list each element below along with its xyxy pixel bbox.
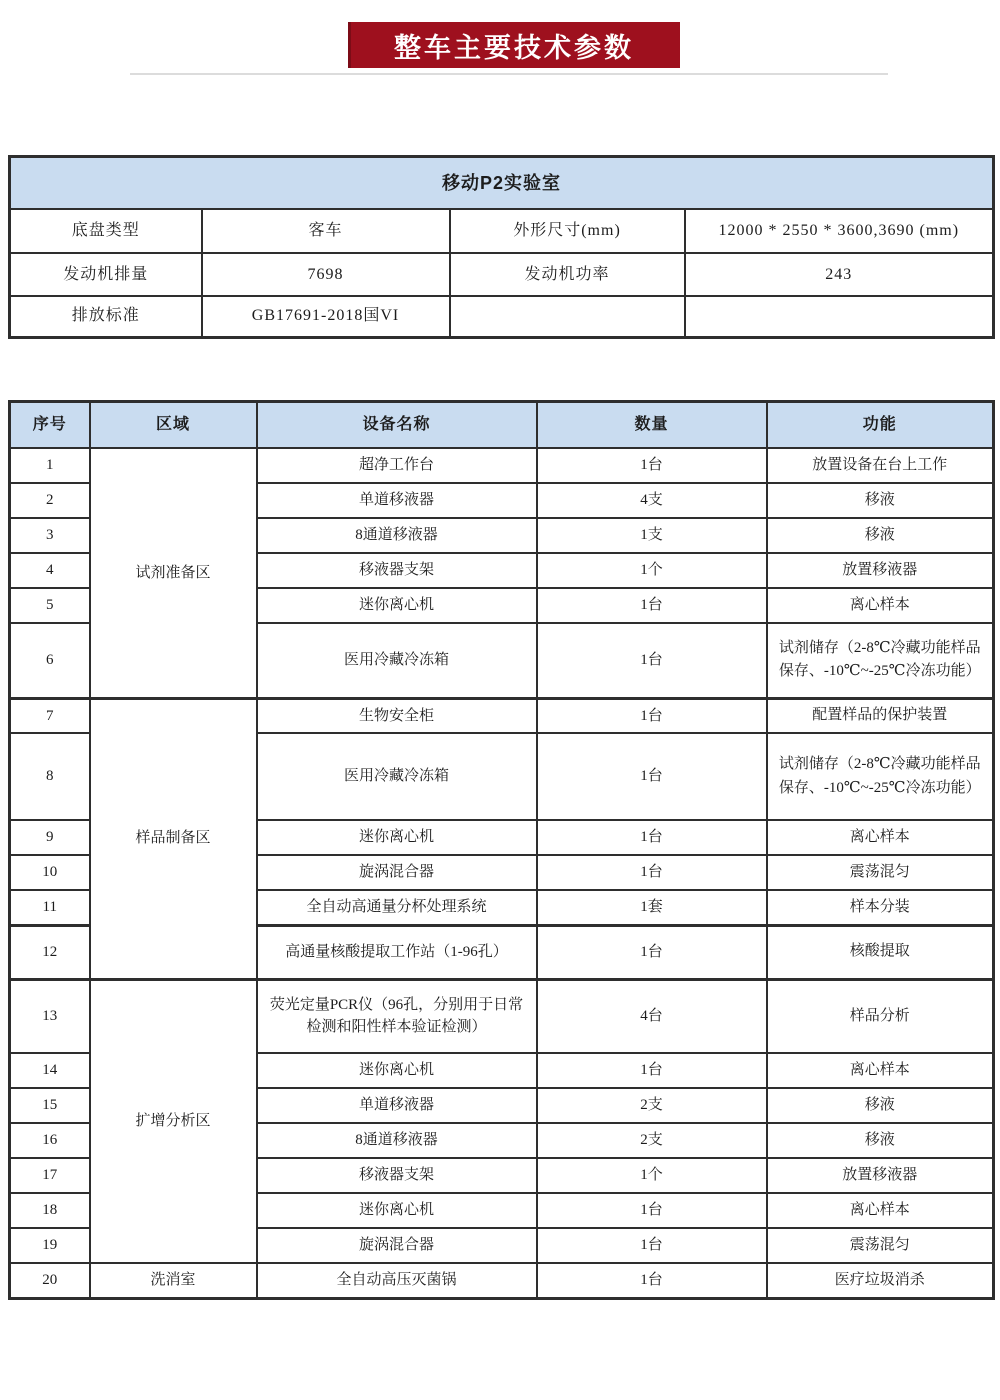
function-cell: 放置移液器 [767,553,994,588]
vehicle-table-title: 移动P2实验室 [10,157,994,210]
device-name-cell: 高通量核酸提取工作站（1-96孔） [257,925,537,979]
region-cell-decontamination: 洗消室 [90,1263,257,1298]
quantity-cell: 1台 [537,698,767,733]
row-number-cell: 7 [10,698,90,733]
row-number-cell: 15 [10,1088,90,1123]
region-cell-sample-prep: 样品制备区 [90,698,257,979]
row-number-cell: 9 [10,820,90,855]
row-number-cell: 13 [10,979,90,1053]
device-name-cell: 迷你离心机 [257,820,537,855]
device-name-cell: 移液器支架 [257,1158,537,1193]
row-number-cell: 4 [10,553,90,588]
row-number-cell: 20 [10,1263,90,1298]
spec-value: 7698 [202,253,450,296]
table-row [10,209,994,253]
spec-label: 底盘类型 [10,209,202,253]
quantity-cell: 1台 [537,623,767,698]
row-number-cell: 2 [10,483,90,518]
quantity-cell: 1台 [537,1193,767,1228]
table-row [10,448,994,483]
title-divider-line [130,73,888,75]
function-cell: 样本分装 [767,890,994,925]
column-header-device: 设备名称 [257,402,537,449]
table-row [10,979,994,1053]
function-cell: 震荡混匀 [767,1228,994,1263]
row-number-cell: 18 [10,1193,90,1228]
device-name-cell: 旋涡混合器 [257,1228,537,1263]
function-cell: 放置移液器 [767,1158,994,1193]
function-cell: 移液 [767,518,994,553]
function-cell: 试剂储存（2-8℃冷藏功能样品保存、-10℃~-25℃冷冻功能） [767,623,994,698]
row-number-cell: 3 [10,518,90,553]
spec-value: 客车 [202,209,450,253]
row-number-cell: 12 [10,925,90,979]
equipment-header-row [10,402,994,449]
function-cell: 离心样本 [767,1053,994,1088]
device-name-cell: 单道移液器 [257,1088,537,1123]
spec-label: 发动机功率 [450,253,685,296]
row-number-cell: 8 [10,733,90,820]
page-title-banner [348,22,680,68]
device-name-cell: 迷你离心机 [257,588,537,623]
function-cell: 放置设备在台上工作 [767,448,994,483]
column-header-no: 序号 [10,402,90,449]
function-cell: 样品分析 [767,979,994,1053]
quantity-cell: 2支 [537,1088,767,1123]
device-name-cell: 医用冷藏冷冻箱 [257,733,537,820]
page-title: 整车主要技术参数 [394,32,634,63]
quantity-cell: 1个 [537,1158,767,1193]
device-name-cell: 生物安全柜 [257,698,537,733]
device-name-cell: 全自动高通量分杯处理系统 [257,890,537,925]
row-number-cell: 6 [10,623,90,698]
device-name-cell: 旋涡混合器 [257,855,537,890]
quantity-cell: 1台 [537,733,767,820]
function-cell: 离心样本 [767,820,994,855]
quantity-cell: 1台 [537,1053,767,1088]
quantity-cell: 1台 [537,1228,767,1263]
quantity-cell: 1台 [537,820,767,855]
row-number-cell: 16 [10,1123,90,1158]
spec-label: 排放标准 [10,296,202,337]
function-cell: 移液 [767,483,994,518]
quantity-cell: 1台 [537,448,767,483]
row-number-cell: 17 [10,1158,90,1193]
function-cell: 核酸提取 [767,925,994,979]
function-cell: 离心样本 [767,588,994,623]
column-header-region: 区域 [90,402,257,449]
device-name-cell: 移液器支架 [257,553,537,588]
row-number-cell: 11 [10,890,90,925]
quantity-cell: 2支 [537,1123,767,1158]
device-name-cell: 8通道移液器 [257,518,537,553]
quantity-cell: 4支 [537,483,767,518]
function-cell: 震荡混匀 [767,855,994,890]
column-header-function: 功能 [767,402,994,449]
quantity-cell: 1台 [537,855,767,890]
quantity-cell: 1台 [537,588,767,623]
spec-value: 243 [685,253,994,296]
device-name-cell: 8通道移液器 [257,1123,537,1158]
region-cell-reagent-prep: 试剂准备区 [90,448,257,698]
device-name-cell: 医用冷藏冷冻箱 [257,623,537,698]
device-name-cell: 迷你离心机 [257,1193,537,1228]
vehicle-table-title-row [10,157,994,210]
spec-value [685,296,994,337]
table-row [10,1263,994,1298]
device-name-cell: 荧光定量PCR仪（96孔，分别用于日常检测和阳性样本验证检测） [257,979,537,1053]
quantity-cell: 1个 [537,553,767,588]
vehicle-spec-table [8,155,995,339]
quantity-cell: 1台 [537,925,767,979]
device-name-cell: 超净工作台 [257,448,537,483]
row-number-cell: 14 [10,1053,90,1088]
device-name-cell: 全自动高压灭菌锅 [257,1263,537,1298]
row-number-cell: 19 [10,1228,90,1263]
device-name-cell: 单道移液器 [257,483,537,518]
quantity-cell: 1套 [537,890,767,925]
spec-value: 12000 * 2550 * 3600,3690 (mm) [685,209,994,253]
function-cell: 移液 [767,1088,994,1123]
function-cell: 医疗垃圾消杀 [767,1263,994,1298]
function-cell: 试剂储存（2-8℃冷藏功能样品保存、-10℃~-25℃冷冻功能） [767,733,994,820]
spec-label: 外形尺寸(mm) [450,209,685,253]
quantity-cell: 1支 [537,518,767,553]
region-cell-amplification: 扩增分析区 [90,979,257,1263]
table-row [10,698,994,733]
row-number-cell: 5 [10,588,90,623]
table-row [10,253,994,296]
table-row [10,296,994,337]
row-number-cell: 1 [10,448,90,483]
function-cell: 配置样品的保护装置 [767,698,994,733]
column-header-qty: 数量 [537,402,767,449]
equipment-table [8,400,995,1300]
spec-value: GB17691-2018国VI [202,296,450,337]
function-cell: 离心样本 [767,1193,994,1228]
quantity-cell: 4台 [537,979,767,1053]
spec-label [450,296,685,337]
spec-label: 发动机排量 [10,253,202,296]
function-cell: 移液 [767,1123,994,1158]
quantity-cell: 1台 [537,1263,767,1298]
row-number-cell: 10 [10,855,90,890]
device-name-cell: 迷你离心机 [257,1053,537,1088]
